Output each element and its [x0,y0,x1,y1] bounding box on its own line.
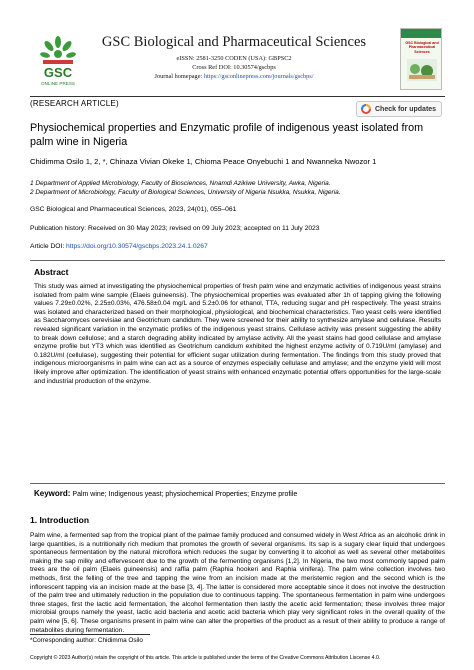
abstract-bottom-divider [30,483,445,484]
doi-label: Article DOI: [30,243,65,250]
corresponding-author: *Corresponding author: Chidimma Osilo [30,637,143,644]
logo-sub: ONLINE PRESS [41,81,75,86]
abstract-heading: Abstract [34,267,69,277]
affiliations [30,180,445,198]
check-updates-button[interactable] [356,101,442,117]
journal-crossref: Cross Ref DOI: 10.30574/gscbps [192,64,276,71]
doi-link[interactable]: https://doi.org/10.30574/gscbps.2023.24.1.0267 [66,243,208,250]
cover-title: GSC Biological and Pharmaceutical Sciences [405,41,439,54]
journal-issn: eISSN: 2581-3250 CODEN (USA): GBPSC2 [176,55,292,62]
keywords-label: Keyword: [34,489,71,498]
keywords [34,489,297,498]
journal-header [30,28,445,94]
check-updates-icon [361,104,371,114]
article-type: (RESEARCH ARTICLE) [30,99,119,108]
introduction-text: Palm wine, a fermented sap from the tropical plant of the palmae family produced and consumed widely in West Africa as an alcoholic drink in large quantities, is a nutritionally rich medium that promotes the growth of several organisms. Its sap is a sugary clear liquid that undergoes spontaneous fermentation by the natural microflora which reduces the sugar by converting it to alcohol as well as several other metabolites making the sap milky and effervescent due to the growth of the fermenting organisms [1,2]. In Nigeria, the two most commonly tapped palm trees are the oil palm (Elaeis guineensis) and raffia palm (Raphia hookeri and Raphia vinifera). The palm wine collection involves two methods, first the felling of the tree and tapping the wine from an incision made at the meristemic region and the second which is the inflorescent tapping via an incision made at the base [3, 4]. The latter is considered more acceptable since it does not involve the destruction of the palm tree and ultimately reduction in the population due to continuous tapping. The spontaneous fermentation in palm wine undergoes three stages, first the lactic acid fermentation, the alcohol fermentation then lastly the acetic acid fermentation; these involves three major microbial groups namely the yeast, lactic acid bacteria and acetic acid bacteria which play very significant roles in the overall quality of the palm wine [5, 6]. These organisms present in palm wine can alter the properties of the product as a result of their ability to produce a range of metabolites during fermentation. [30,532,445,634]
cover-image-icon [407,59,437,81]
introduction-heading: 1. Introduction [30,515,90,525]
author-list: Chidimma Osilo 1, 2, *, Chinaza Vivian Okeke 1, Chioma Peace Onyebuchi 1 and Nwanneka Nwozor 1 [30,157,377,166]
footnote-divider [30,634,150,635]
homepage-label: Journal homepage: [154,73,203,80]
copyright-notice: Copyright © 2023 Author(s) retain the copyright of this article. This article is published under the terms of the Creative Commons Attribution Liscense 4.0. [30,655,381,661]
journal-info [86,34,382,81]
keywords-text: Palm wine; Indigenous yeast; physiochemical Properties; Enzyme profile [72,491,298,498]
journal-cover-thumbnail [400,28,442,90]
affiliation-1: 1 Department of Applied Microbiology, Faculty of Biosciences, Nnamdi Azikiwe University, Awka, Nigeria. [30,180,331,187]
check-updates-label: Check for updates [375,105,437,113]
logo-text: GSC [43,65,73,80]
header-divider [30,96,445,97]
abstract-top-divider [30,260,445,261]
journal-homepage [86,72,382,81]
abstract-text: This study was aimed at investigating the physiochemical properties of fresh palm wine and enzymatic activities of indigenous yeast strains isolated from palm wine sample (Elaeis guineensis). The physiochemical properties was evaluated after 1h of tapping giving the following values 7.29±0.02%, 2.25±0.03%, 476.58±0.04 mg/L and 5.2±0.06 for ethanol, TTA, reducing sugar and pH respectively. The yeast strains was isolated and characterized based on their morphological, physiological, and biochemical characteristics. Two yeast cells were identified as Saccharomyces cerevisiae and Geotrichum candidum. They were screened for their ability to synthesize amylase and cellulase. Results revealed significant variation in the enzymatic profiles of the indigenous yeast strains. Cellulase activity was present suggesting the ability to break down cellulose; and a starch degrading ability indicated by amylase activity. All the yeast stains had good cellulase and amylase enzyme profile but YT3 which was identified as Geotrichum candidum exhibited the highest enzyme activity of 0.719U/ml (amylase) and 0.182U/ml (cellulase), suggesting their potential for efficient sugar utilization during fermentation. The findings from this study proved that indigenous microorganisms in palm wine can act as a source of enzymes especially cellulase and amylase; and the enzyme yield will most likely improve after optimization. The identification of yeast strains with enhanced enzymatic potential offers opportunities for the large-scale and industrial production of the enzyme. [34,283,441,385]
cover-band [401,29,441,38]
citation: GSC Biological and Pharmaceutical Sciences, 2023, 24(01), 055–061 [30,206,237,213]
publication-history: Publication history: Received on 30 May 2023; revised on 09 July 2023; accepted on 11 July 2023 [30,225,320,232]
journal-name: GSC Biological and Pharmaceutical Sciences [101,34,367,50]
article-doi [30,243,208,250]
gsc-logo-icon [36,34,80,88]
homepage-link[interactable]: https://gsconlinepress.com/journals/gscbps/ [203,73,314,80]
affiliation-2: 2 Department of Microbiology, Faculty of Biological Sciences, University of Nigeria Nsukka, Nsukka, Nigeria. [30,188,341,196]
article-title: Physiochemical properties and Enzymatic profile of indigenous yeast isolated from palm wine in Nigeria [30,122,424,148]
